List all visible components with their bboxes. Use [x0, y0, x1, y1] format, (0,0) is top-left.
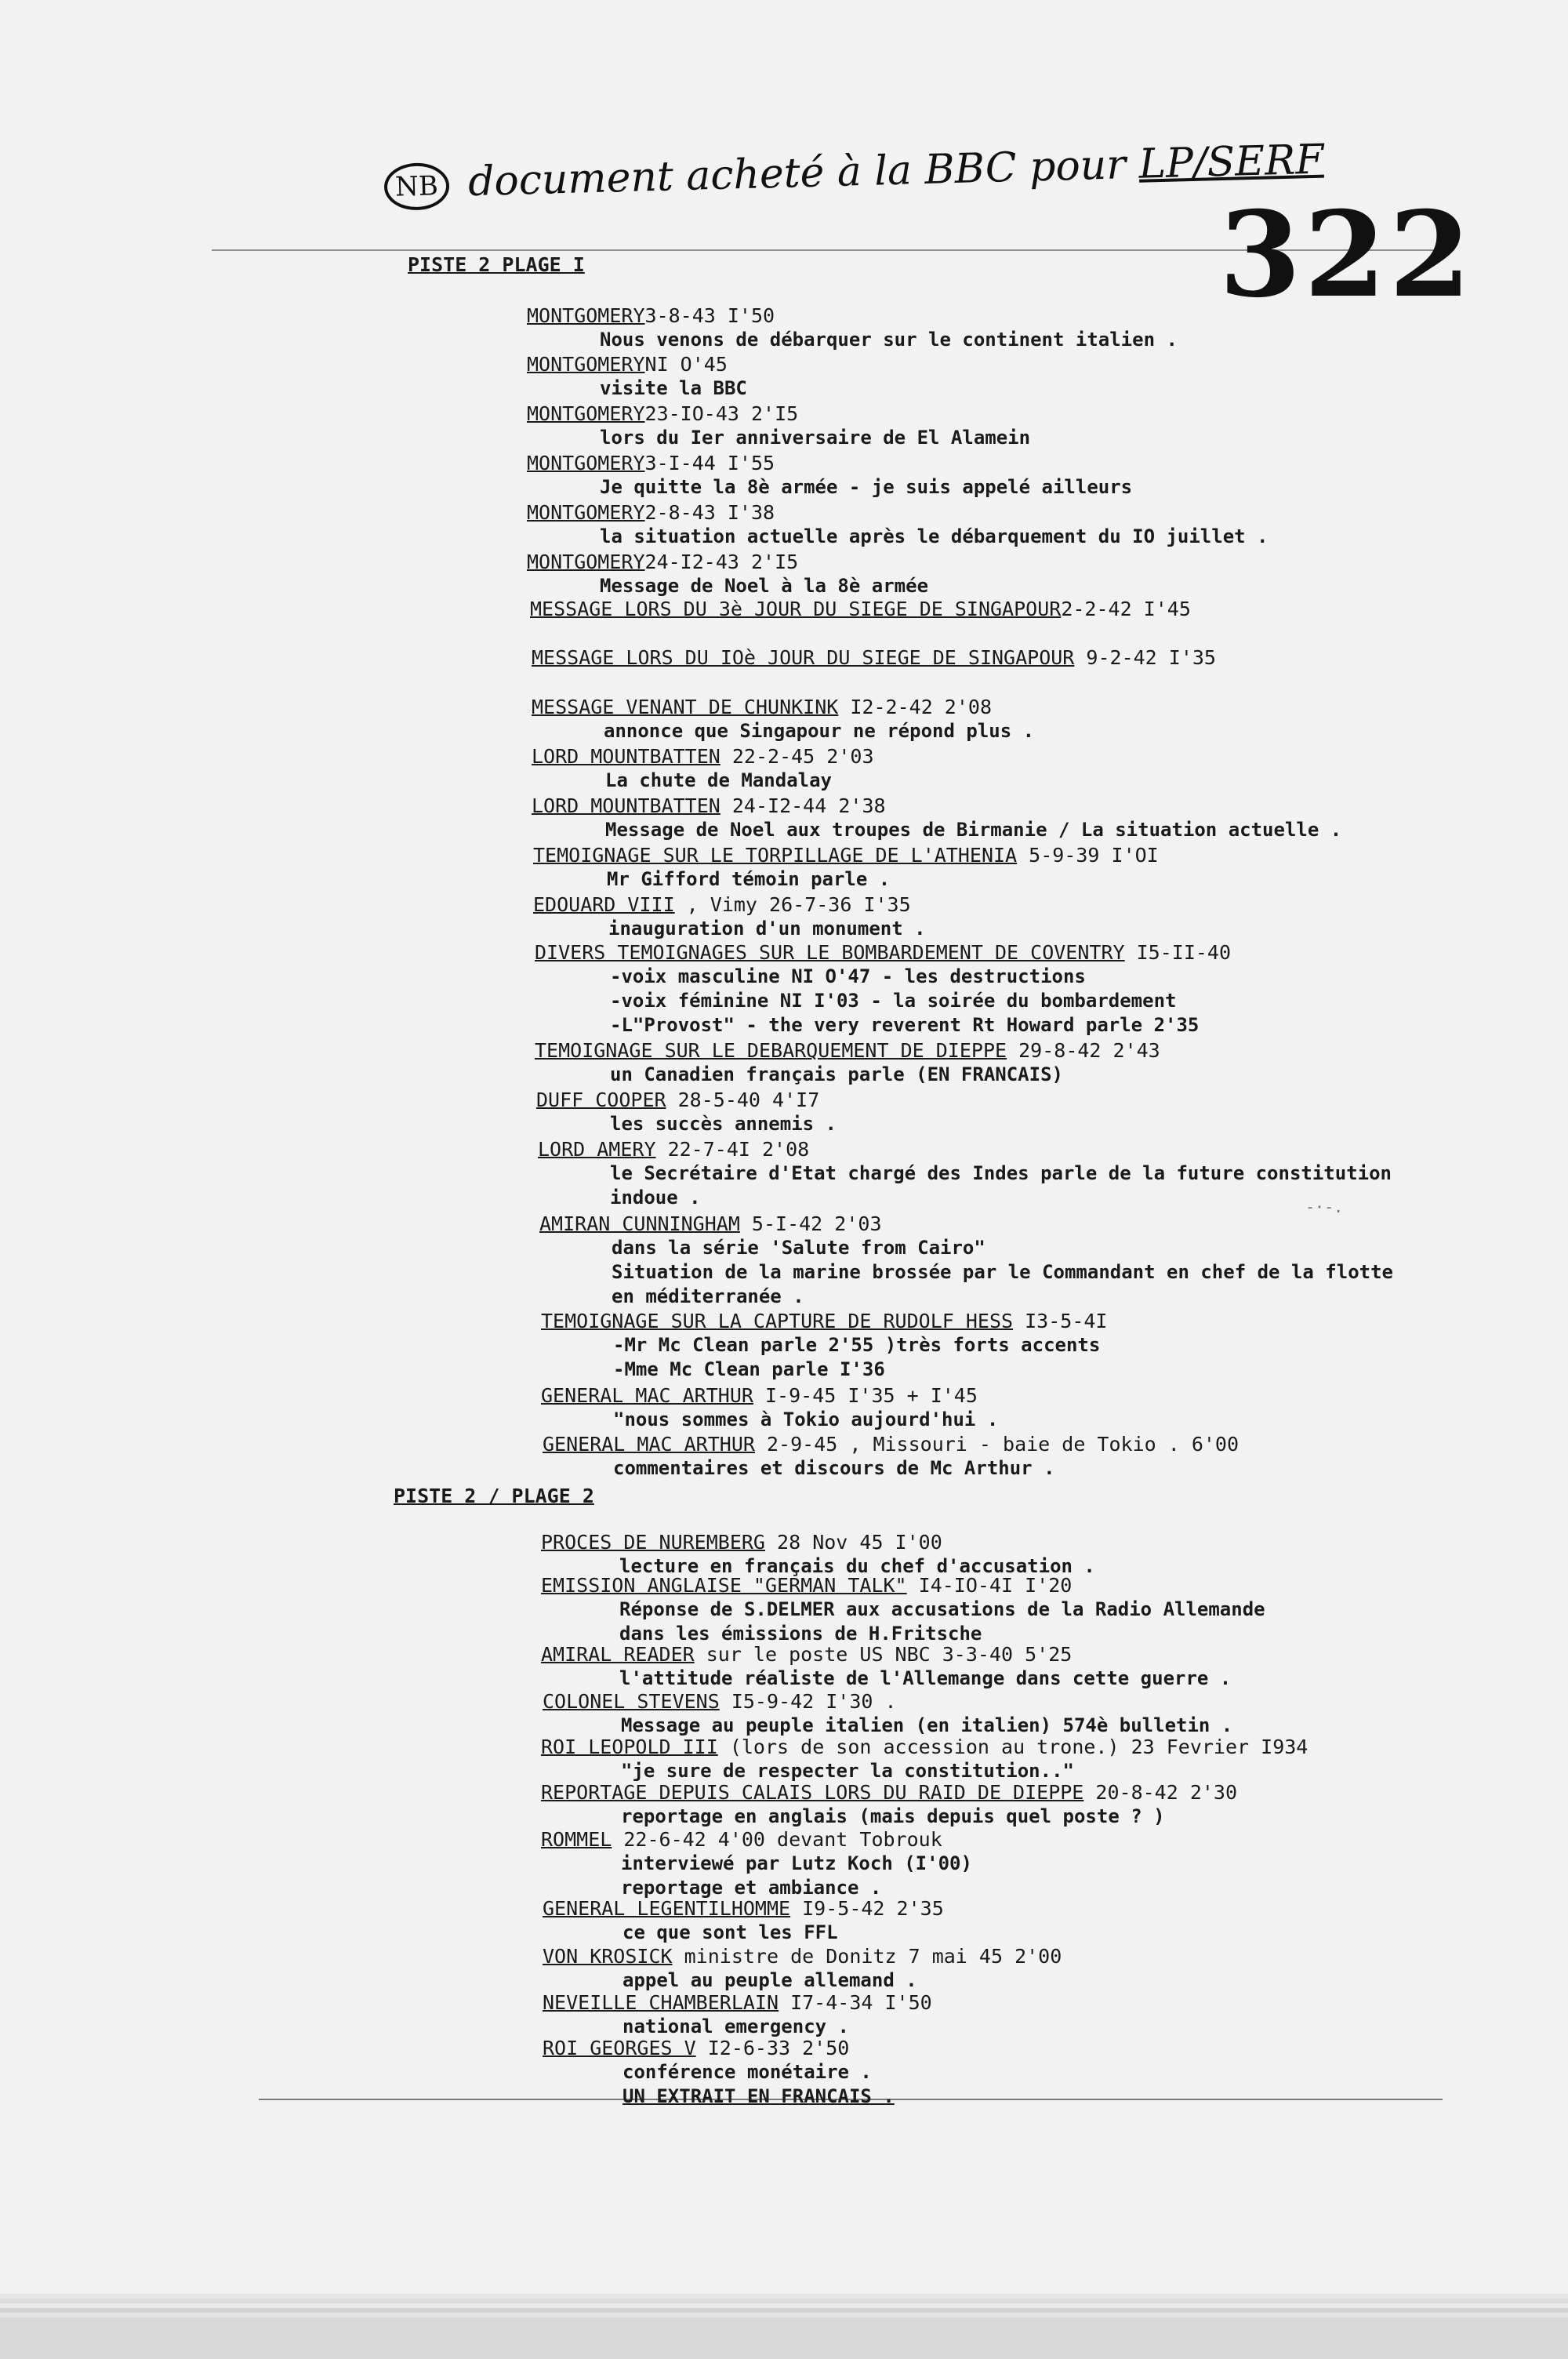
entry-heading-line	[543, 1945, 1062, 1968]
entry-heading-line	[532, 794, 886, 818]
entry-title: NEVEILLE CHAMBERLAIN	[543, 1991, 779, 2014]
entry-title: MONTGOMERY	[527, 501, 645, 524]
entry-heading-line	[541, 1828, 942, 1852]
entry-description: Je quitte la 8è armée - je suis appelé ailleurs	[600, 476, 1133, 498]
entry-heading-line	[538, 1138, 809, 1161]
entry-description: un Canadien français parle (EN FRANCAIS)	[610, 1063, 1063, 1085]
entry-description: Réponse de S.DELMER aux accusations de la Radio Allemande	[619, 1598, 1265, 1620]
entry-title: REPORTAGE DEPUIS CALAIS LORS DU RAID DE DIEPPE	[541, 1781, 1084, 1804]
entry-title: COLONEL STEVENS	[543, 1690, 720, 1713]
entry-title: MONTGOMERY	[527, 452, 645, 474]
entry-title: ROI GEORGES V	[543, 2037, 696, 2059]
entry-date-duration: I2-6-33 2'50	[695, 2037, 850, 2059]
entry-description: conférence monétaire .	[622, 2061, 872, 2083]
entry-title: PROCES DE NUREMBERG	[541, 1531, 765, 1554]
annotation-underlined: LP/SERF	[1138, 136, 1325, 188]
entry-date-duration: 2-8-43 I'38	[644, 501, 775, 524]
entry-heading-line	[527, 551, 798, 574]
entry-heading-line	[527, 304, 775, 328]
circled-note-mark: NB	[383, 162, 449, 210]
entry-title: LORD AMERY	[538, 1138, 656, 1161]
entry-description: en méditerranée .	[612, 1285, 804, 1307]
entry-title: DIVERS TEMOIGNAGES SUR LE BOMBARDEMENT DE COVENTRY	[535, 941, 1125, 964]
entry-date-duration: 22-6-42 4'00 devant Tobrouk	[612, 1828, 942, 1851]
entry-heading-line	[543, 2037, 849, 2060]
handwritten-annotation	[383, 136, 1324, 211]
entry-date-duration: 3-I-44 I'55	[644, 452, 775, 474]
entry-title: EMISSION ANGLAISE "GERMAN TALK"	[541, 1574, 907, 1597]
entry-title: MESSAGE LORS DU IOè JOUR DU SIEGE DE SINGAPOUR	[532, 646, 1075, 669]
entry-title: VON KROSICK	[543, 1945, 673, 1968]
entry-description: -Mme Mc Clean parle I'36	[613, 1358, 885, 1380]
entry-description: ce que sont les FFL	[622, 1921, 838, 1943]
entry-description: national emergency .	[622, 2016, 849, 2037]
entry-heading-line	[527, 353, 728, 376]
entry-date-duration: I5-9-42 I'30 .	[719, 1690, 897, 1713]
entry-date-duration: I7-4-34 I'50	[779, 1991, 932, 2014]
entry-date-duration: I3-5-4I	[1013, 1310, 1108, 1332]
entry-heading-line	[541, 1781, 1237, 1805]
entry-description: commentaires et discours de Mc Arthur .	[613, 1457, 1055, 1479]
entry-description: annonce que Singapour ne répond plus .	[604, 720, 1035, 742]
entry-date-duration: 23-IO-43 2'I5	[644, 402, 799, 425]
entry-description: UN EXTRAIT EN FRANCAIS .	[622, 2085, 895, 2107]
entry-description: "je sure de respecter la constitution.."	[621, 1760, 1074, 1782]
entry-date-duration: sur le poste US NBC 3-3-40 5'25	[694, 1643, 1073, 1666]
entry-description: -L"Provost" - the very reverent Rt Howard parle 2'35	[610, 1014, 1200, 1036]
entry-description: Situation de la marine brossée par le Commandant en chef de la flotte	[612, 1261, 1393, 1283]
entry-heading-line	[541, 1574, 1072, 1598]
entry-date-duration: 2-2-42 I'45	[1061, 598, 1191, 620]
entry-date-duration: I4-IO-4I I'20	[906, 1574, 1073, 1597]
entry-date-duration: I-9-45 I'35 + I'45	[753, 1384, 978, 1407]
entry-heading-line	[532, 646, 1216, 670]
section-heading-2: PISTE 2 / PLAGE 2	[394, 1485, 594, 1507]
entry-description: l'attitude réaliste de l'Allemange dans cette guerre .	[619, 1667, 1232, 1689]
entry-date-duration: , Vimy 26-7-36 I'35	[674, 893, 911, 916]
entry-description: reportage et ambiance .	[621, 1877, 882, 1899]
entry-title: LORD MOUNTBATTEN	[532, 745, 720, 768]
entry-heading-line	[535, 1039, 1160, 1063]
entry-description: appel au peuple allemand .	[622, 1969, 917, 1991]
entry-description: Nous venons de débarquer sur le continent italien .	[600, 329, 1178, 351]
entry-description: Mr Gifford témoin parle .	[607, 868, 891, 890]
entry-description: interviewé par Lutz Koch (I'00)	[621, 1852, 972, 1874]
entry-title: ROMMEL	[541, 1828, 612, 1851]
entry-date-duration: 24-I2-43 2'I5	[644, 551, 799, 573]
entry-heading-line	[533, 844, 1159, 867]
entry-title: DUFF COOPER	[536, 1089, 666, 1111]
entry-date-duration: (lors de son accession au trone.) 23 Fevrier I934	[717, 1736, 1308, 1758]
annotation-text: document acheté à la BBC pour	[467, 141, 1127, 206]
entry-heading-line	[532, 745, 874, 769]
entry-title: MONTGOMERY	[527, 551, 645, 573]
entry-heading-line	[543, 1991, 932, 2015]
entry-description: Message au peuple italien (en italien) 574è bulletin .	[621, 1714, 1233, 1736]
entry-description: -voix masculine NI O'47 - les destructions	[610, 965, 1086, 987]
entry-description: lors du Ier anniversaire de El Alamein	[600, 427, 1031, 449]
entry-title: TEMOIGNAGE SUR LA CAPTURE DE RUDOLF HESS	[541, 1310, 1014, 1332]
entry-heading-line	[543, 1897, 944, 1921]
entry-description: -voix féminine NI I'03 - la soirée du bombardement	[610, 990, 1177, 1012]
entry-date-duration: 28-5-40 4'I7	[666, 1089, 820, 1111]
section-heading-1: PISTE 2 PLAGE I	[408, 253, 585, 276]
entry-heading-line	[541, 1643, 1072, 1667]
entry-heading-line	[527, 452, 775, 475]
entry-title: ROI LEOPOLD III	[541, 1736, 718, 1758]
entry-description: "nous sommes à Tokio aujourd'hui .	[613, 1408, 999, 1430]
entry-date-duration: 29-8-42 2'43	[1007, 1039, 1160, 1062]
entry-date-duration: 22-2-45 2'03	[720, 745, 874, 768]
entry-description: le Secrétaire d'Etat chargé des Indes parle de la future constitution	[610, 1162, 1392, 1184]
entry-heading-line	[536, 1089, 819, 1112]
entry-title: MONTGOMERY	[527, 402, 645, 425]
entry-title: EDOUARD VIII	[533, 893, 675, 916]
entry-description: Message de Noel à la 8è armée	[600, 575, 929, 597]
entry-heading-line	[541, 1384, 978, 1408]
entry-title: AMIRAN CUNNINGHAM	[539, 1212, 740, 1235]
entry-heading-line	[527, 501, 775, 525]
entry-description: visite la BBC	[600, 377, 747, 399]
entry-title: GENERAL MAC ARTHUR	[541, 1384, 753, 1407]
entry-date-duration: ministre de Donitz 7 mai 45 2'00	[672, 1945, 1062, 1968]
entry-heading-line	[541, 1736, 1308, 1759]
entry-date-duration: 28 Nov 45 I'00	[764, 1531, 942, 1554]
entry-heading-line	[541, 1310, 1107, 1333]
entry-date-duration: 20-8-42 2'30	[1083, 1781, 1238, 1804]
entry-title: GENERAL LEGENTILHOMME	[543, 1897, 791, 1920]
entry-date-duration: 22-7-4I 2'08	[655, 1138, 810, 1161]
entry-date-duration: 3-8-43 I'50	[644, 304, 775, 327]
entry-description: dans les émissions de H.Fritsche	[619, 1623, 982, 1645]
entry-description: Message de Noel aux troupes de Birmanie / La situation actuelle .	[605, 819, 1342, 841]
entry-description: reportage en anglais (mais depuis quel poste ? )	[621, 1805, 1165, 1827]
entry-title: AMIRAL READER	[541, 1643, 695, 1666]
entry-title: LORD MOUNTBATTEN	[532, 794, 720, 817]
entry-title: MESSAGE LORS DU 3è JOUR DU SIEGE DE SINGAPOUR	[530, 598, 1062, 620]
entry-date-duration: 5-I-42 2'03	[739, 1212, 882, 1235]
entry-date-duration: I5-II-40	[1124, 941, 1232, 964]
entry-heading-line	[543, 1690, 897, 1714]
entry-description: les succès annemis .	[610, 1113, 837, 1135]
entry-date-duration: 9-2-42 I'35	[1074, 646, 1216, 669]
entry-heading-line	[543, 1433, 1239, 1456]
entry-date-duration: 5-9-39 I'OI	[1017, 844, 1159, 867]
entry-description: inauguration d'un monument .	[608, 918, 926, 940]
entry-title: MONTGOMERY	[527, 353, 645, 376]
entry-description: lecture en français du chef d'accusation .	[619, 1555, 1095, 1577]
entry-heading-line	[530, 598, 1191, 621]
entry-date-duration: NI O'45	[644, 353, 728, 376]
entry-description: -Mr Mc Clean parle 2'55 )très forts accents	[613, 1334, 1101, 1356]
entry-date-duration: I2-2-42 2'08	[838, 696, 993, 718]
entry-title: TEMOIGNAGE SUR LE DEBARQUEMENT DE DIEPPE	[535, 1039, 1007, 1062]
entry-heading-line	[539, 1212, 882, 1236]
entry-title: MESSAGE VENANT DE CHUNKINK	[532, 696, 839, 718]
entry-heading-line	[533, 893, 911, 917]
entry-description: la situation actuelle après le débarquement du IO juillet .	[600, 525, 1269, 547]
entry-description: dans la série 'Salute from Cairo"	[612, 1237, 985, 1259]
entry-heading-line	[532, 696, 992, 719]
entry-title: TEMOIGNAGE SUR LE TORPILLAGE DE L'ATHENIA	[533, 844, 1018, 867]
page-number: 322	[1219, 186, 1475, 324]
entry-date-duration: I9-5-42 2'35	[790, 1897, 944, 1920]
entry-date-duration: 24-I2-44 2'38	[720, 794, 886, 817]
entry-description: La chute de Mandalay	[605, 769, 832, 791]
entry-heading-line	[527, 402, 798, 426]
entry-heading-line	[535, 941, 1231, 965]
entry-title: MONTGOMERY	[527, 304, 645, 327]
entry-heading-line	[541, 1531, 942, 1554]
entry-title: GENERAL MAC ARTHUR	[543, 1433, 755, 1456]
stray-mark: -·-.	[1305, 1198, 1344, 1216]
entry-date-duration: 2-9-45 , Missouri - baie de Tokio . 6'00	[754, 1433, 1240, 1456]
entry-description: indoue .	[610, 1187, 701, 1209]
